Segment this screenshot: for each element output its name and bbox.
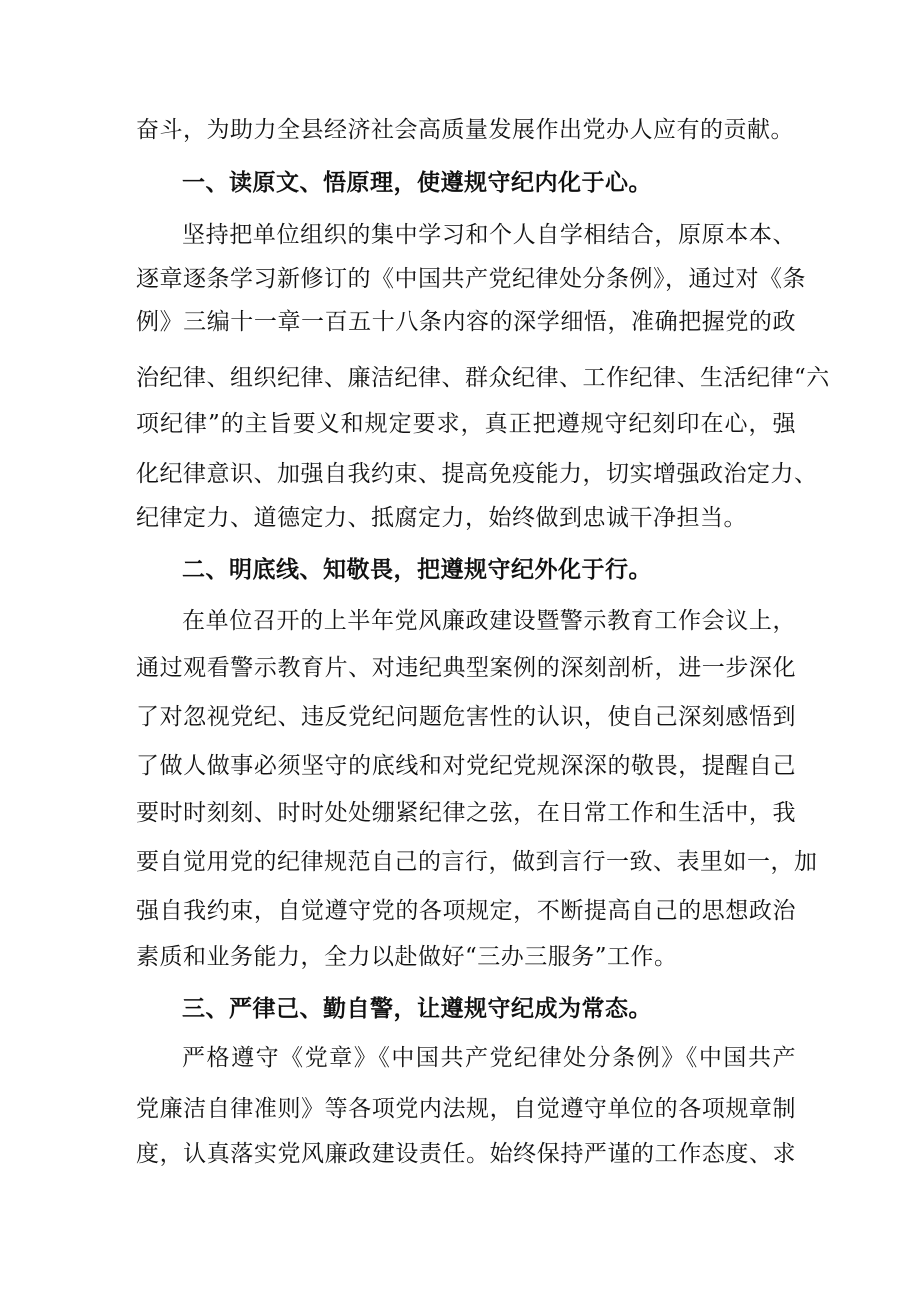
body-text-line: 治纪律、组织纪律、廉洁纪律、群众纪律、工作纪律、生活纪律“六 (136, 365, 830, 391)
body-text-line: 强自我约束，自觉遵守党的各项规定，不断提高自己的思想政治 (136, 898, 796, 924)
section-heading-1: 一、读原文、悟原理，使遵规守纪内化于心。 (182, 170, 652, 196)
body-text-line: 在单位召开的上半年党风廉政建设暨警示教育工作会议上， (182, 608, 796, 634)
body-text-line: 党廉洁自律准则》等各项党内法规，自觉遵守单位的各项规章制 (136, 1096, 796, 1122)
body-text-line: 要自觉用党的纪律规范自己的言行，做到言行一致、表里如一，加 (136, 849, 818, 875)
section-heading-2: 二、明底线、知敬畏，把遵规守纪外化于行。 (182, 557, 652, 583)
body-text-line: 逐章逐条学习新修订的《中国共产党纪律处分条例》，通过对《条 (136, 266, 806, 292)
body-text-line: 度，认真落实党风廉政建设责任。始终保持严谨的工作态度、求 (136, 1141, 796, 1167)
body-text-line: 坚持把单位组织的集中学习和个人自学相结合，原原本本、 (182, 222, 796, 248)
body-text-line: 奋斗，为助力全县经济社会高质量发展作出党办人应有的贡献。 (136, 117, 794, 143)
body-text-line: 纪律定力、道德定力、抵腐定力，始终做到忠诚干净担当。 (136, 505, 747, 531)
body-text-line: 严格遵守《党章》《中国共产党纪律处分条例》《中国共产 (182, 1045, 796, 1071)
body-text-line: 例》三编十一章一百五十八条内容的深学细悟，准确把握党的政 (136, 309, 796, 335)
section-heading-3: 三、严律己、勤自警，让遵规守纪成为常态。 (182, 996, 652, 1022)
body-text-line: 了对忽视党纪、违反党纪问题危害性的认识，使自己深刻感悟到 (136, 704, 796, 730)
body-text-line: 化纪律意识、加强自我约束、提高免疫能力，切实增强政治定力、 (136, 461, 818, 487)
body-text-line: 素质和业务能力，全力以赴做好“三办三服务”工作。 (136, 944, 678, 970)
body-text-line: 项纪律”的主旨要义和规定要求，真正把遵规守纪刻印在心，强 (136, 411, 796, 437)
body-text-line: 通过观看警示教育片、对违纪典型案例的深刻剖析，进一步深化 (136, 655, 796, 681)
body-text-line: 了做人做事必须坚守的底线和对党纪党规深深的敬畏，提醒自己 (136, 753, 796, 779)
body-text-line: 要时时刻刻、时时处处绷紧纪律之弦，在日常工作和生活中，我 (136, 800, 796, 826)
